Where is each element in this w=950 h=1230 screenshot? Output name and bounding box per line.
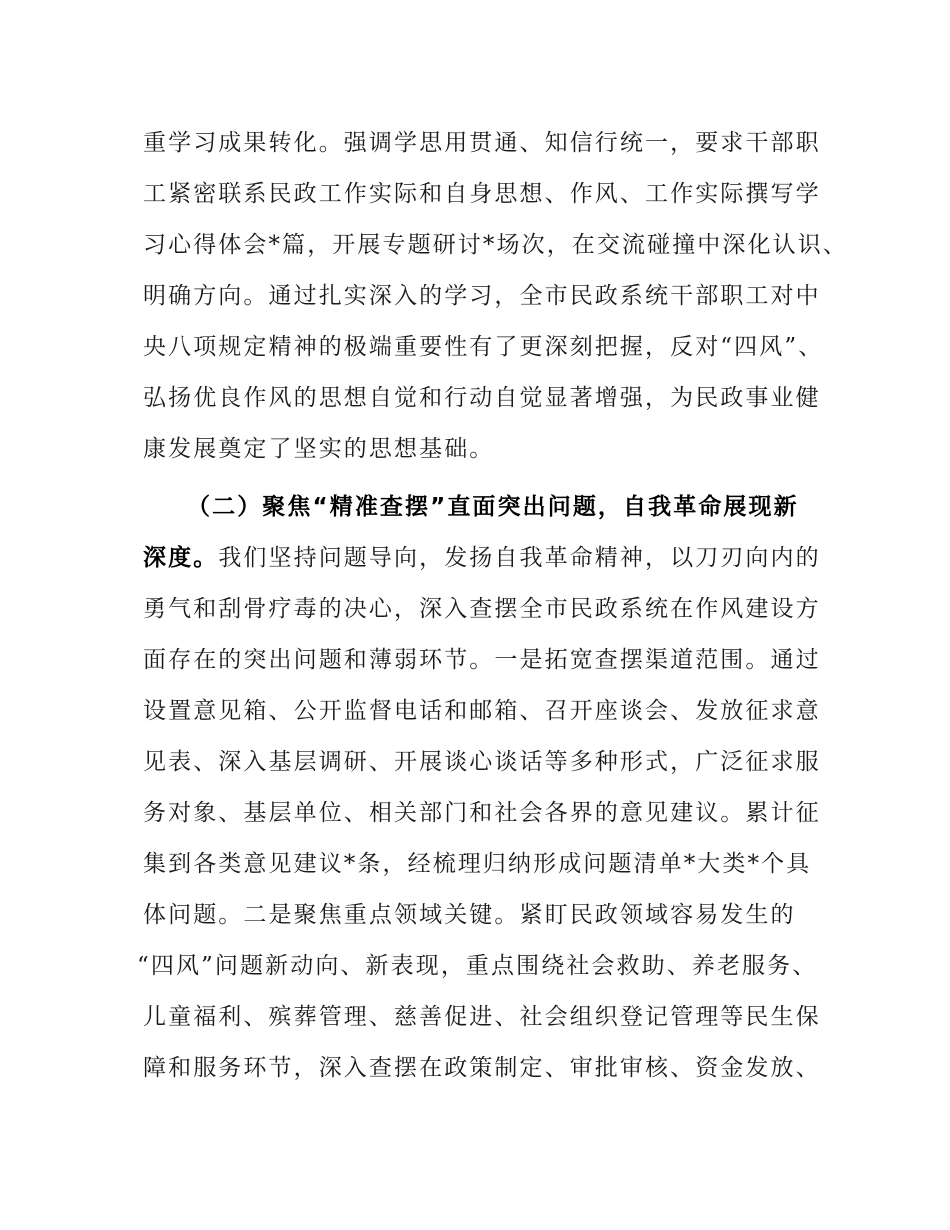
body-text-line: 央八项规定精神的极端重要性有了更深刻把握，反对“四风”、 [143, 334, 824, 360]
body-text-line: 见表、深入基层调研、开展谈心谈话等多种形式，广泛征求服 [143, 749, 821, 775]
body-text-line: 障和服务环节，深入查摆在政策制定、审批审核、资金发放、 [143, 1055, 821, 1081]
body-text-line: 重学习成果转化。强调学思用贯通、知信行统一，要求干部职 [143, 130, 821, 156]
section-heading-tail: 深度。 [143, 545, 219, 571]
body-text-line: 设置意见箱、公开监督电话和邮箱、召开座谈会、发放征求意 [143, 698, 821, 724]
body-text-line: 弘扬优良作风的思想自觉和行动自觉显著增强，为民政事业健 [143, 385, 821, 411]
body-text-line: 儿童福利、殡葬管理、慈善促进、社会组织登记管理等民生保 [143, 1004, 821, 1030]
body-text-line: 体问题。二是聚焦重点领域关键。紧盯民政领域容易发生的 [143, 902, 796, 928]
body-text-line: 面存在的突出问题和薄弱环节。一是拓宽查摆渠道范围。通过 [143, 647, 821, 673]
body-text-line: 明确方向。通过扎实深入的学习，全市民政系统干部职工对中 [143, 283, 821, 309]
body-text-line: 务对象、基层单位、相关部门和社会各界的意见建议。累计征 [143, 800, 821, 826]
body-text-line: 习心得体会*篇，开展专题研讨*场次，在交流碰撞中深化认识、 [143, 232, 848, 258]
section-heading-continuation [143, 543, 823, 573]
body-text-line: “四风”问题新动向、新表现，重点围绕社会救助、养老服务、 [137, 953, 818, 979]
body-text-line: 集到各类意见建议*条，经梳理归纳形成问题清单*大类*个具 [143, 851, 812, 877]
body-text-line: 康发展奠定了坚实的思想基础。 [143, 436, 495, 462]
body-text-span: 我们坚持问题导向，发扬自我革命精神，以刀刃向内的 [218, 545, 821, 571]
section-heading: （二）聚焦“精准查摆”直面突出问题，自我革命展现新 [187, 494, 799, 520]
body-text-line: 勇气和刮骨疗毒的决心，深入查摆全市民政系统在作风建设方 [143, 596, 821, 622]
body-text-line: 工紧密联系民政工作实际和自身思想、作风、工作实际撰写学 [143, 181, 821, 207]
